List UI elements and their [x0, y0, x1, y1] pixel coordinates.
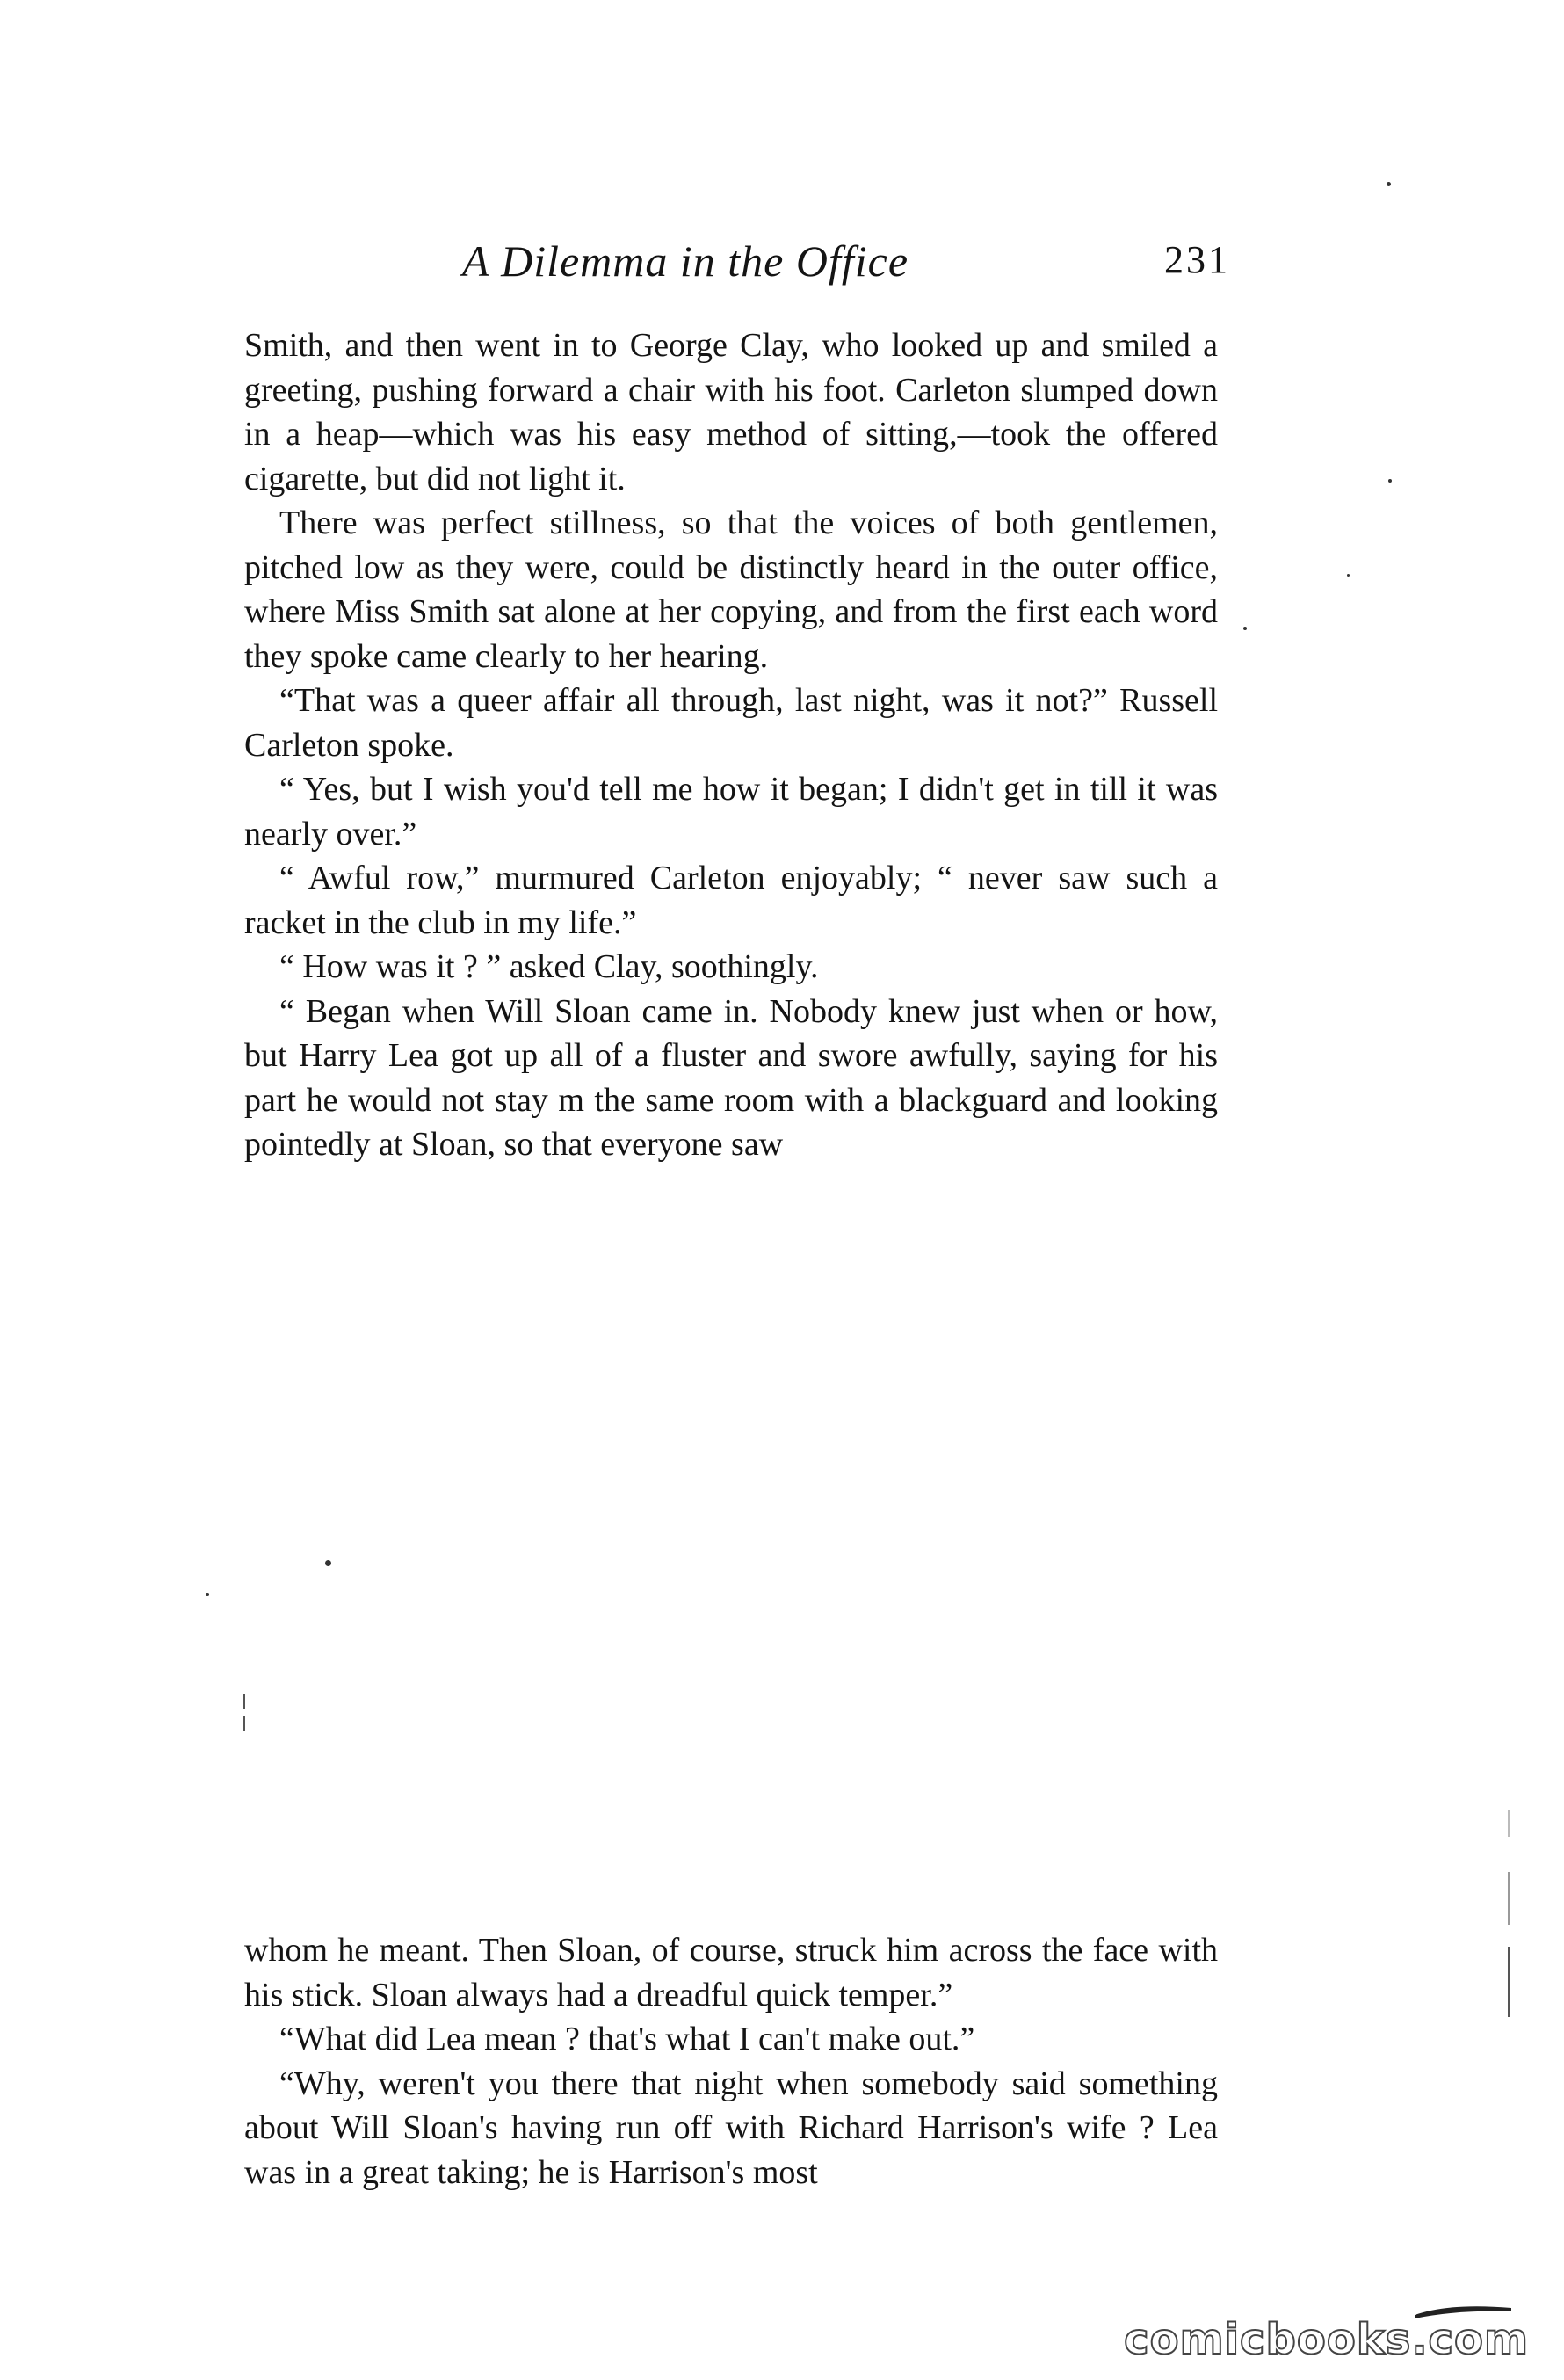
margin-mark: [243, 1694, 245, 1709]
paragraph: whom he meant. Then Sloan, of course, struck him across the face with his stick. Sloan always had a dreadful quick temper.”: [244, 1932, 1218, 2014]
paragraph: “ Yes, but I wish you'd tell me how it began; I didn't get in till it was nearly over.”: [244, 771, 1218, 853]
margin-mark: [243, 1716, 245, 1731]
margin-mark: [1508, 1872, 1510, 1925]
scan-speck: [1388, 479, 1392, 483]
body-text-bottom: [244, 1928, 1218, 2195]
paragraph: “What did Lea mean ? that's what I can't make out.”: [279, 2021, 975, 2057]
paragraph: “Why, weren't you there that night when somebody said something about Will Sloan's having run off with Richard Harrison's wife ? Lea was in a great taking; he is Harrison's most: [244, 2064, 1218, 2191]
paragraph: “That was a queer affair all through, last night, was it not?” Russell Carleton spoke.: [244, 682, 1218, 764]
running-head: [246, 236, 1230, 288]
scan-speck: [1347, 574, 1350, 577]
paragraph: There was perfect stillness, so that the voices of both gentlemen, pitched low as they were, could be distinctly heard in the outer office, where Miss Smith sat alone at her copying, and from the first each word they spoke came clearly to her hearing.: [244, 504, 1218, 675]
watermark: [1124, 2303, 1529, 2364]
scan-speck: [1387, 182, 1391, 186]
running-title: A Dilemma in the Office: [461, 236, 909, 286]
margin-mark: [1508, 1947, 1510, 2017]
paragraph: Smith, and then went in to George Clay, who looked up and smiled a greeting, pushing forward a chair with his foot. Carleton slumped down in a heap—which was his easy method of sitting,—took the offered cigarette, but did not light it.: [244, 327, 1218, 497]
scan-speck: [206, 1593, 209, 1596]
body-text-top: [244, 323, 1218, 1167]
page-number: 231: [1164, 238, 1230, 281]
paragraph: “ How was it ? ” asked Clay, soothingly.: [279, 948, 819, 985]
margin-mark: [1508, 1810, 1510, 1837]
scan-speck: [1243, 627, 1247, 630]
watermark-text: comicbooks.com: [1124, 2315, 1529, 2364]
paragraph: “ Awful row,” murmured Carleton enjoyably; “ never saw such a racket in the club in my life.”: [244, 860, 1218, 941]
paragraph: “ Began when Will Sloan came in. Nobody knew just when or how, but Harry Lea got up all of a fluster and swore awfully, saying for his part he would not stay m the same room with a blackguard and looking pointedly at Sloan, so that everyone saw: [244, 992, 1218, 1163]
scan-speck: [325, 1560, 331, 1566]
